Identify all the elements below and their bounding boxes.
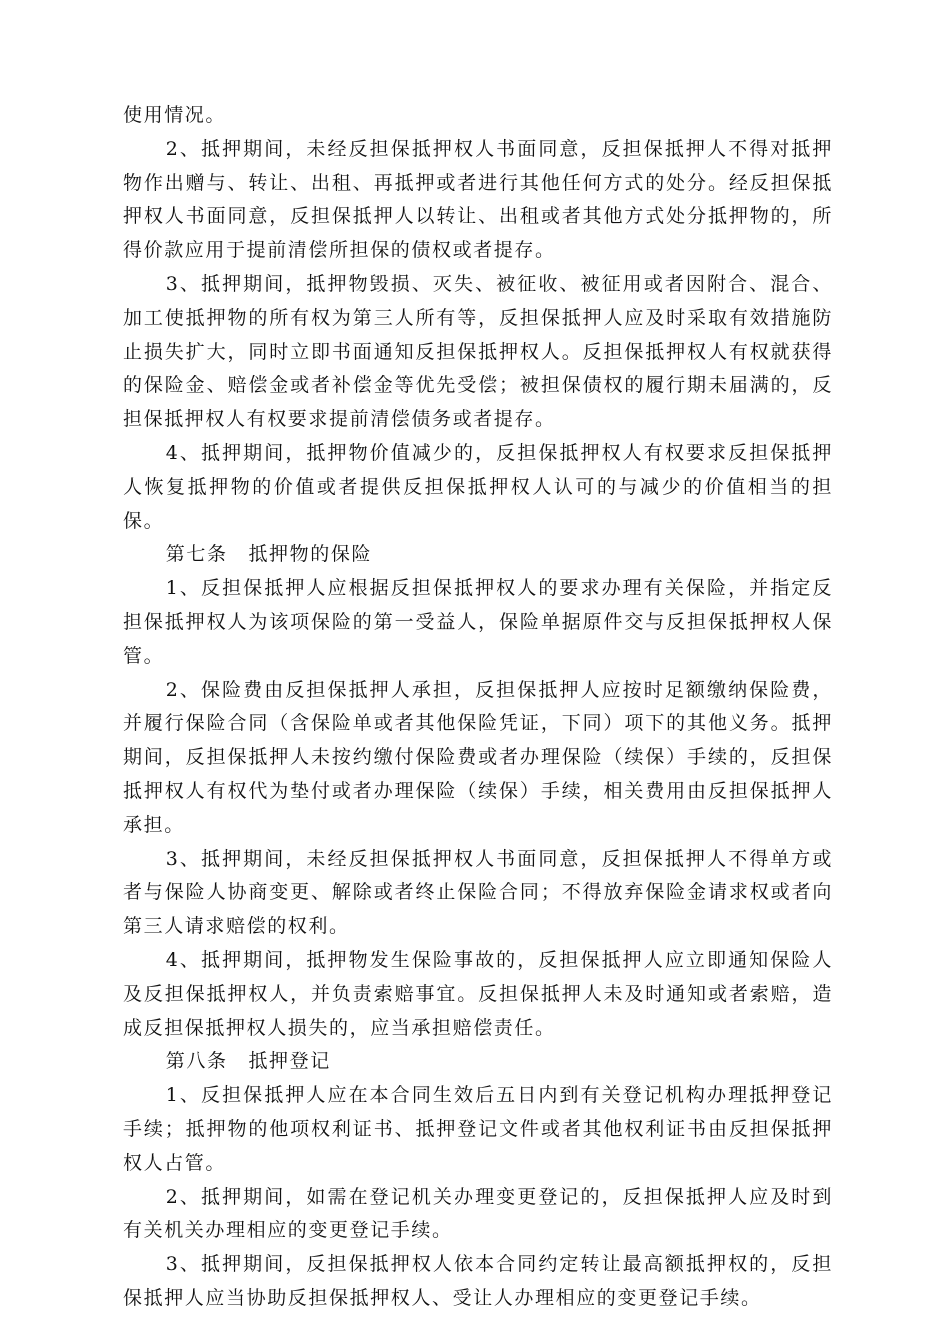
document-page [123,99,833,1316]
article8-title: 抵押登记 [248,1050,331,1073]
article6-clause-2: 2、抵押期间，未经反担保抵押权人书面同意，反担保抵押人不得对抵押物作出赠与、转让、出租、再抵押或者进行其他任何方式的处分。经反担保抵押权人书面同意，反担保抵押人以转让、出租或者其他方式处分抵押物的，所得价款应用于提前清偿所担保的债权或者提存。 [123,137,833,262]
article7-clause-1: 1、反担保抵押人应根据反担保抵押权人的要求办理有关保险，并指定反担保抵押权人为该项保险的第一受益人，保险单据原件交与反担保抵押权人保管。 [123,577,833,667]
article7-number: 第七条 [165,543,228,566]
article7-clause-2: 2、保险费由反担保抵押人承担，反担保抵押人应按时足额缴纳保险费，并履行保险合同（含保险单或者其他保险凭证，下同）项下的其他义务。抵押期间，反担保抵押人未按约缴付保险费或者办理保险（续保）手续的，反担保抵押权人有权代为垫付或者办理保险（续保）手续，相关费用由反担保抵押人承担。 [123,678,833,836]
article8-clause-1: 1、反担保抵押人应在本合同生效后五日内到有关登记机构办理抵押登记手续；抵押物的他项权利证书、抵押登记文件或者其他权利证书由反担保抵押权人占管。 [123,1084,833,1174]
article8-clause-3: 3、抵押期间，反担保抵押权人依本合同约定转让最高额抵押权的，反担保抵押人应当协助反担保抵押权人、受让人办理相应的变更登记手续。 [123,1253,833,1309]
article8-heading [123,1045,833,1079]
article7-clause-3: 3、抵押期间，未经反担保抵押权人书面同意，反担保抵押人不得单方或者与保险人协商变更、解除或者终止保险合同；不得放弃保险金请求权或者向第三人请求赔偿的权利。 [123,847,833,938]
article6-clause-4: 4、抵押期间，抵押物价值减少的，反担保抵押权人有权要求反担保抵押人恢复抵押物的价值或者提供反担保抵押权人认可的与减少的价值相当的担保。 [123,441,833,532]
article8-clause-2: 2、抵押期间，如需在登记机关办理变更登记的，反担保抵押人应及时到有关机关办理相应的变更登记手续。 [123,1185,833,1242]
lead-line: 使用情况。 [123,104,227,126]
article6-clause-3: 3、抵押期间，抵押物毁损、灭失、被征收、被征用或者因附合、混合、加工使抵押物的所有权为第三人所有等，反担保抵押人应及时采取有效措施防止损失扩大，同时立即书面通知反担保抵押权人。反担保抵押权人有权就获得的保险金、赔偿金或者补偿金等优先受偿；被担保债权的履行期未届满的，反担保抵押权人有权要求提前清偿债务或者提存。 [123,272,833,431]
article7-heading [123,538,833,572]
article7-title: 抵押物的保险 [248,543,373,566]
article8-number: 第八条 [165,1050,228,1073]
article7-clause-4: 4、抵押期间，抵押物发生保险事故的，反担保抵押人应立即通知保险人及反担保抵押权人，并负责索赔事宜。反担保抵押人未及时通知或者索赔，造成反担保抵押权人损失的，应当承担赔偿责任。 [123,948,833,1039]
